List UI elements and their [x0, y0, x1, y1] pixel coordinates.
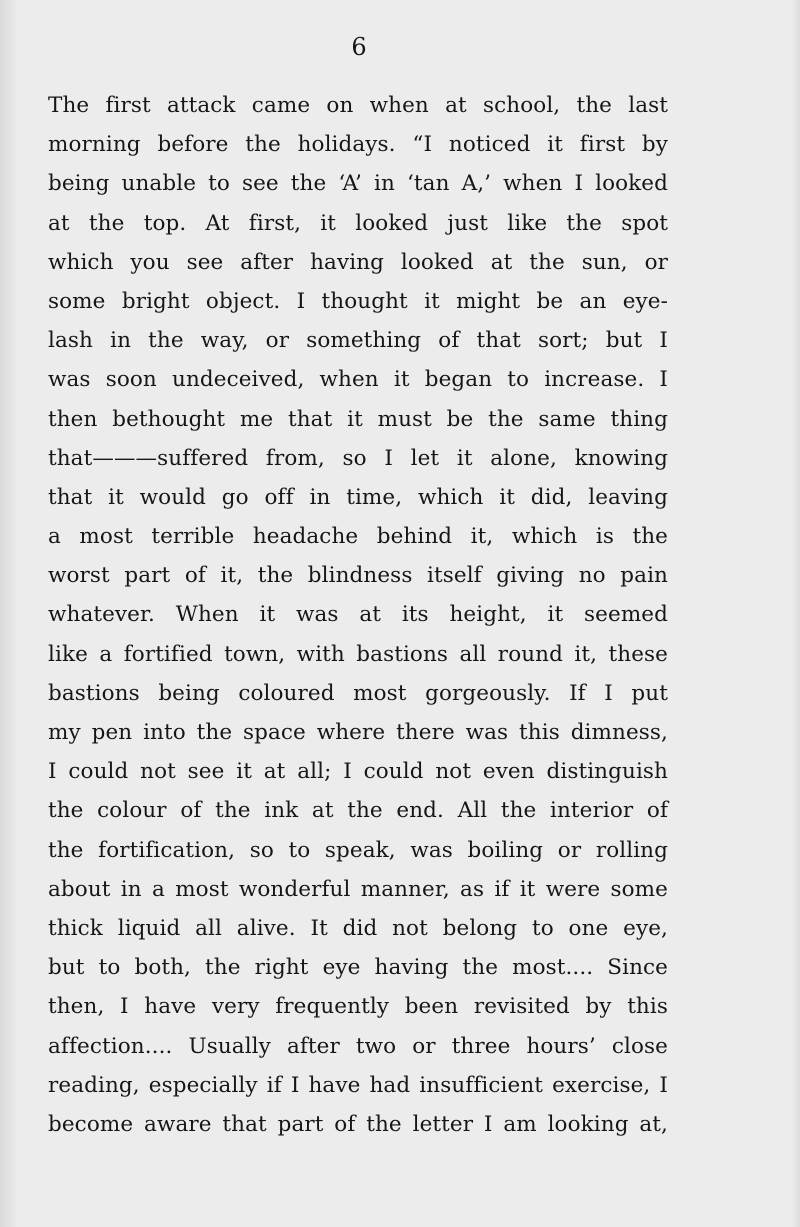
text-line: the fortification, so to speak, was boiling or rolling: [48, 837, 668, 863]
text-line: my pen into the space where there was this dimness,: [48, 720, 668, 745]
text-line: about in a most wonderful manner, as if it were some: [48, 876, 668, 902]
text-line: bastions being coloured most gorgeously. If I put: [48, 680, 668, 706]
page-number: 6: [351, 33, 367, 61]
text-line: a most terrible headache behind it, which is the: [48, 524, 668, 550]
text-line: then bethought me that it must be the same thing: [48, 406, 668, 432]
text-line: become aware that part of the letter I am looking at,: [48, 1111, 668, 1137]
text-line: worst part of it, the blindness itself giving no pain: [48, 563, 668, 589]
text-line: morning before the holidays. “I noticed it first by: [48, 132, 668, 158]
text-line: like a fortified town, with bastions all round it, these: [48, 641, 668, 667]
text-line: I could not see it at all; I could not even distinguish: [48, 759, 668, 785]
text-line: that it would go off in time, which it did, leaving: [48, 484, 668, 510]
text-line: reading, especially if I have had insufficient exercise, I: [48, 1072, 668, 1098]
body-text: [48, 86, 668, 1144]
text-line: lash in the way, or something of that sort; but I: [48, 328, 668, 354]
text-line: some bright object. I thought it might be an eye-: [48, 288, 668, 314]
text-line: at the top. At first, it looked just like the spot: [48, 210, 668, 236]
text-line: was soon undeceived, when it began to increase. I: [48, 367, 668, 393]
text-line: which you see after having looked at the sun, or: [48, 249, 668, 275]
text-line: being unable to see the ‘A’ in ‘tan A,’ when I looked: [48, 171, 668, 197]
text-line: thick liquid all alive. It did not belong to one eye,: [48, 915, 668, 941]
text-line: whatever. When it was at its height, it seemed: [48, 602, 668, 628]
text-line: The first attack came on when at school, the last: [48, 93, 668, 118]
text-line: then, I have very frequently been revisited by this: [48, 994, 668, 1020]
text-line: the colour of the ink at the end. All the interior of: [48, 798, 668, 824]
text-line: affection.... Usually after two or three hours’ close: [48, 1033, 668, 1059]
text-line: that———suffered from, so I let it alone, knowing: [48, 445, 668, 471]
text-line: but to both, the right eye having the most.... Since: [48, 955, 668, 981]
